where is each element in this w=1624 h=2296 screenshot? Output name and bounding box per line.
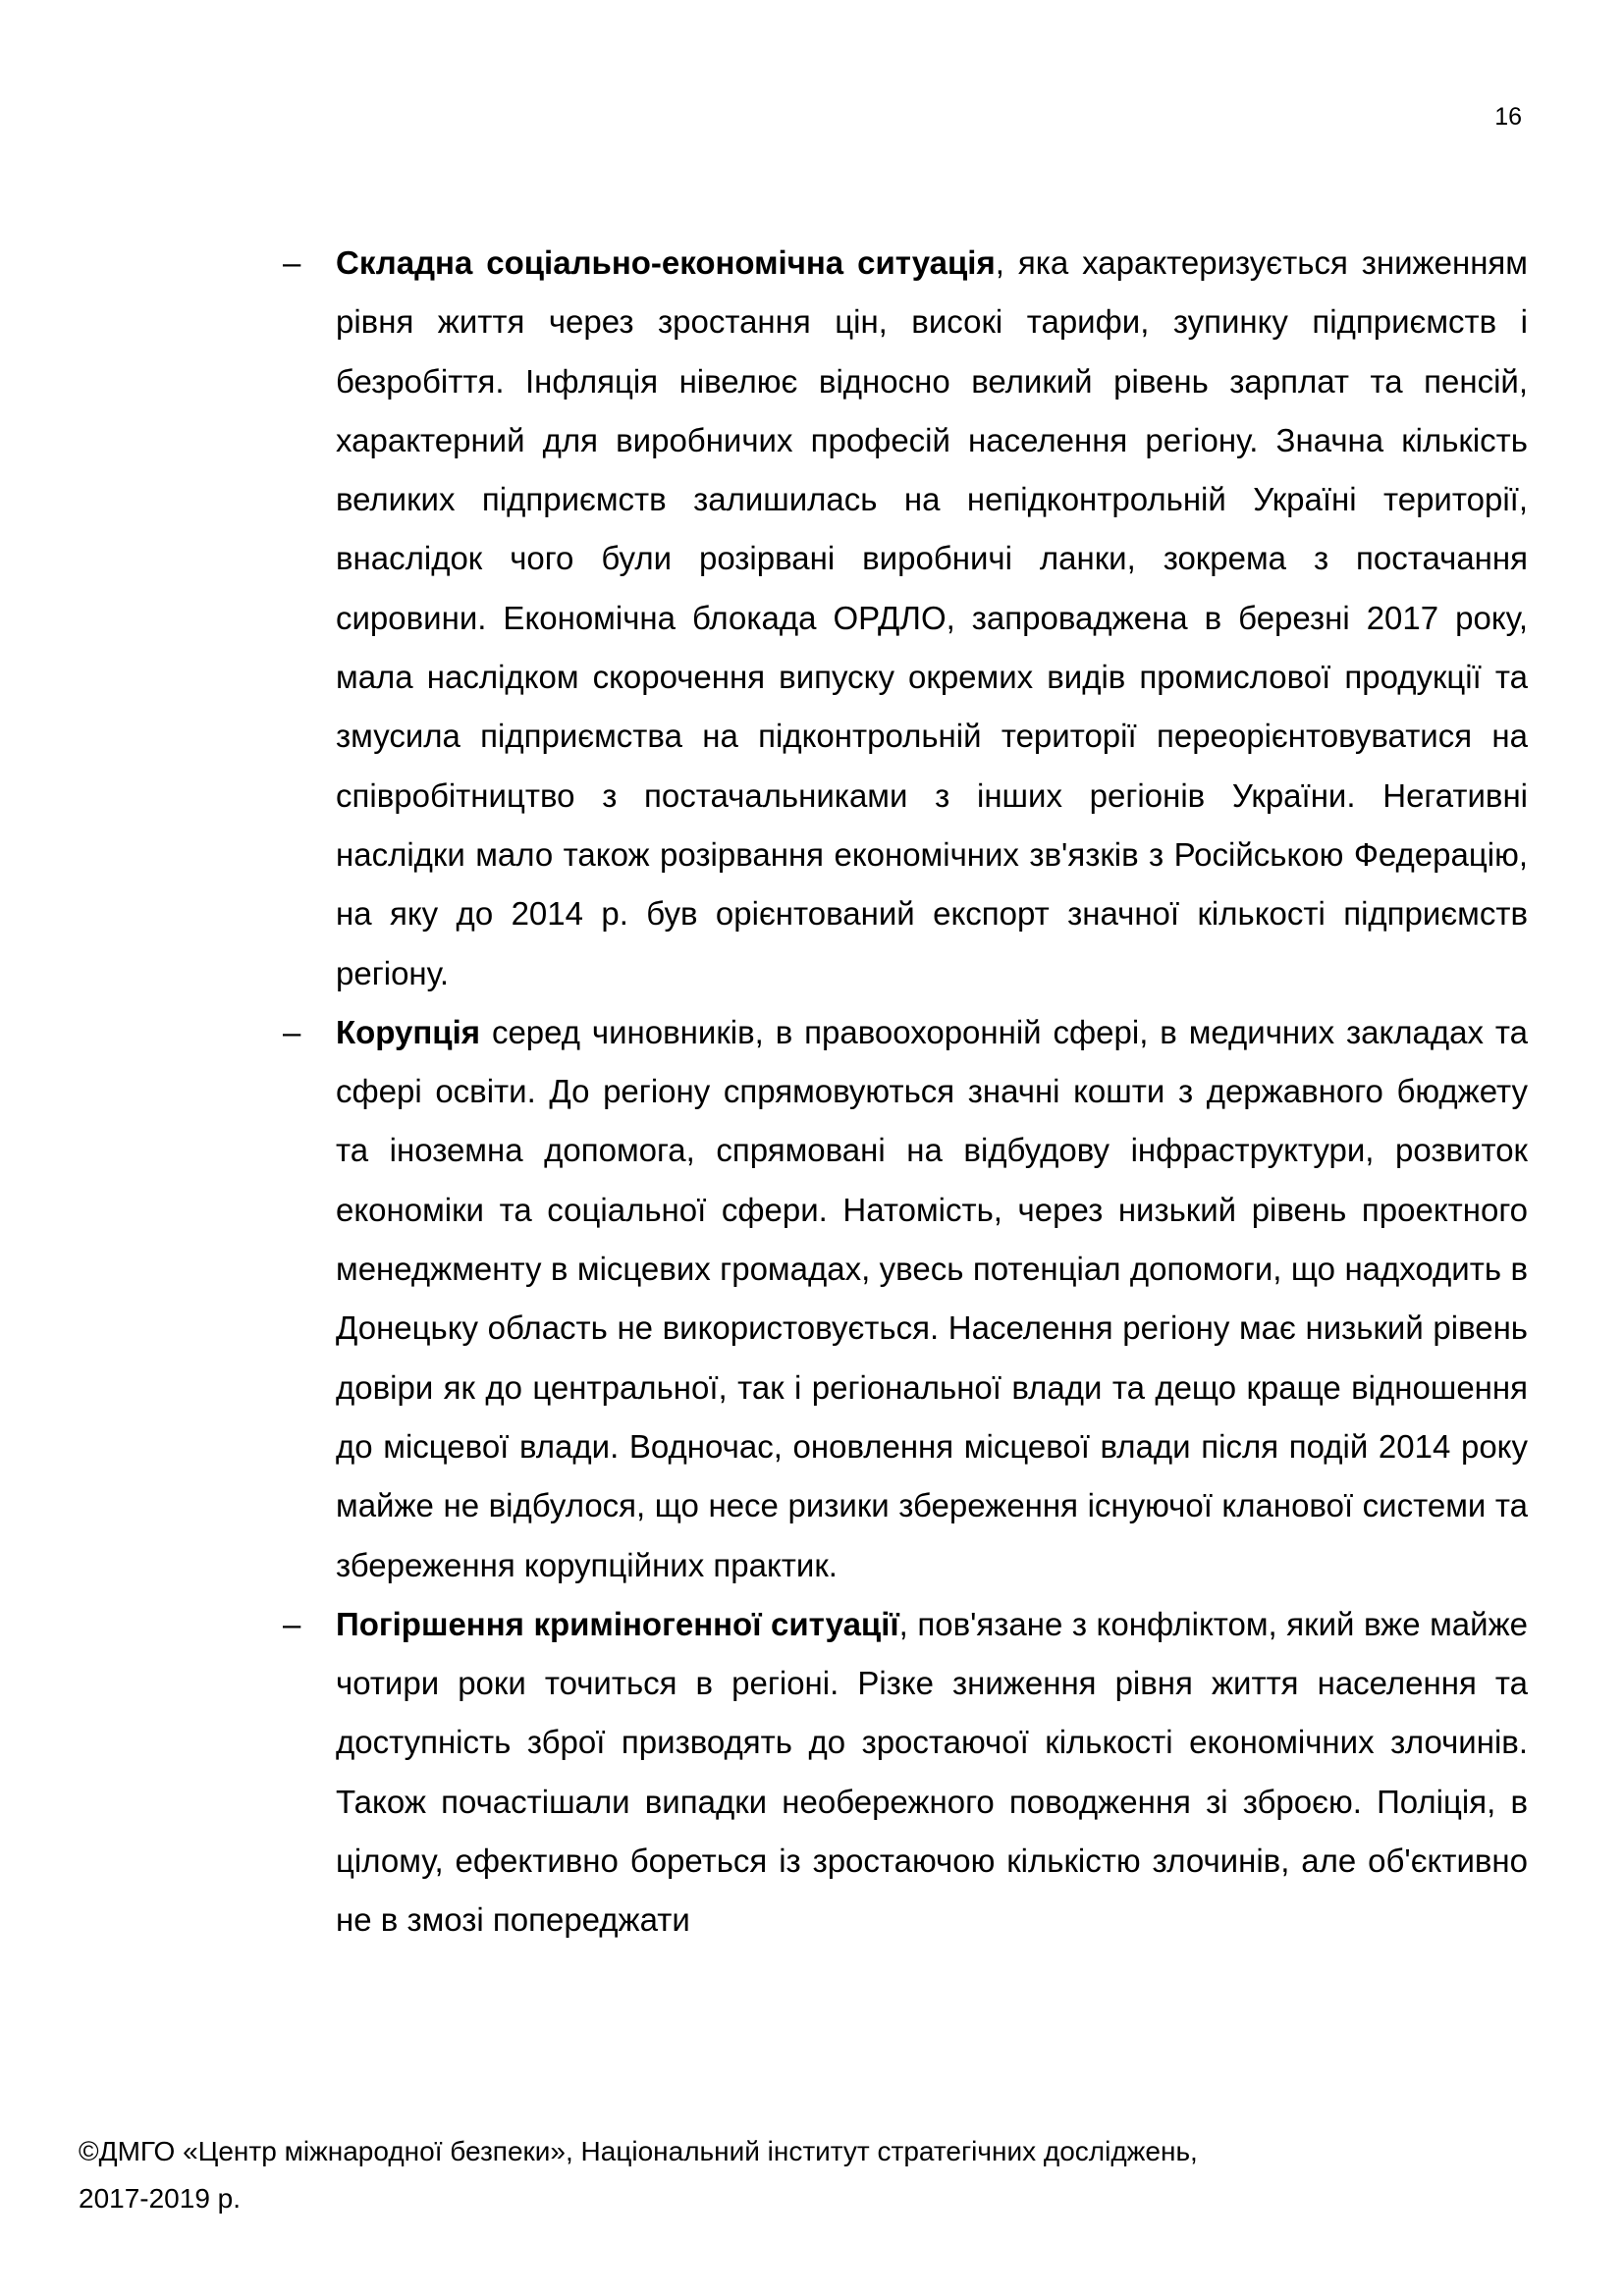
dash-marker: –: [283, 244, 301, 281]
page-footer: [79, 2128, 1355, 2222]
item-text: серед чиновників, в правоохоронній сфері, в медичних закладах та сфері освіти. До регіону спрямовуються значні кошти з державного бюджету та іноземна допомога, спрямовані на відбудову інфраструктури, розвиток економіки та соціальної сфери. Натомість, через низький рівень проектного менеджменту в місцевих громадах, увесь потенціал допомоги, що надходить в Донецьку область не використовується. Населення регіону має низький рівень довіри як до центральної, так і регіональної влади та дещо краще відношення до місцевої влади. Водночас, оновлення місцевої влади після подій 2014 року майже не відбулося, що несе ризики збереження існуючої кланової системи та збереження корупційних практик.: [336, 1013, 1528, 1583]
page-number: 16: [1494, 103, 1522, 131]
list-item: [275, 1003, 1528, 1595]
dash-marker: –: [283, 1013, 301, 1050]
document-body: [275, 234, 1528, 1950]
dash-marker: –: [283, 1605, 301, 1642]
item-heading: Погіршення криміногенної ситуації: [336, 1605, 899, 1642]
list-item: [275, 1595, 1528, 1950]
footer-copyright: ©ДМГО «Центр міжнародної безпеки», Національний інститут стратегічних досліджень,: [79, 2136, 1198, 2166]
item-text: , яка характеризується зниженням рівня життя через зростання цін, високі тарифи, зупинку підприємств і безробіття. Інфляція нівелює відносно великий рівень зарплат та пенсій, характерний для виробничих професій населення регіону. Значна кількість великих підприємств залишилась на непідконтрольній Україні території, внаслідок чого були розірвані виробничі ланки, зокрема з постачання сировини. Економічна блокада ОРДЛО, запроваджена в березні 2017 року, мала наслідком скорочення випуску окремих видів промислової продукції та змусила підприємства на підконтрольній території переорієнтовуватися на співробітництво з постачальниками з інших регіонів України. Негативні наслідки мало також розірвання економічних зв'язків з Російською Федерацію, на яку до 2014 р. був орієнтований експорт значної кількості підприємств регіону.: [336, 244, 1528, 991]
item-heading: Корупція: [336, 1013, 481, 1050]
list-item: [275, 234, 1528, 1003]
item-text: , пов'язане з конфліктом, який вже майже чотири роки точиться в регіоні. Різке зниження рівня життя населення та доступність зброї призводять до зростаючої кількості економічних злочинів. Також почастішали випадки необережного поводження зі зброєю. Поліція, в цілому, ефективно бореться із зростаючою кількістю злочинів, але об'єктивно не в змозі попереджати: [336, 1605, 1528, 1939]
item-heading: Складна соціально-економічна ситуація: [336, 244, 996, 281]
bullet-list: [275, 234, 1528, 1950]
footer-years: 2017-2019 р.: [79, 2183, 242, 2214]
